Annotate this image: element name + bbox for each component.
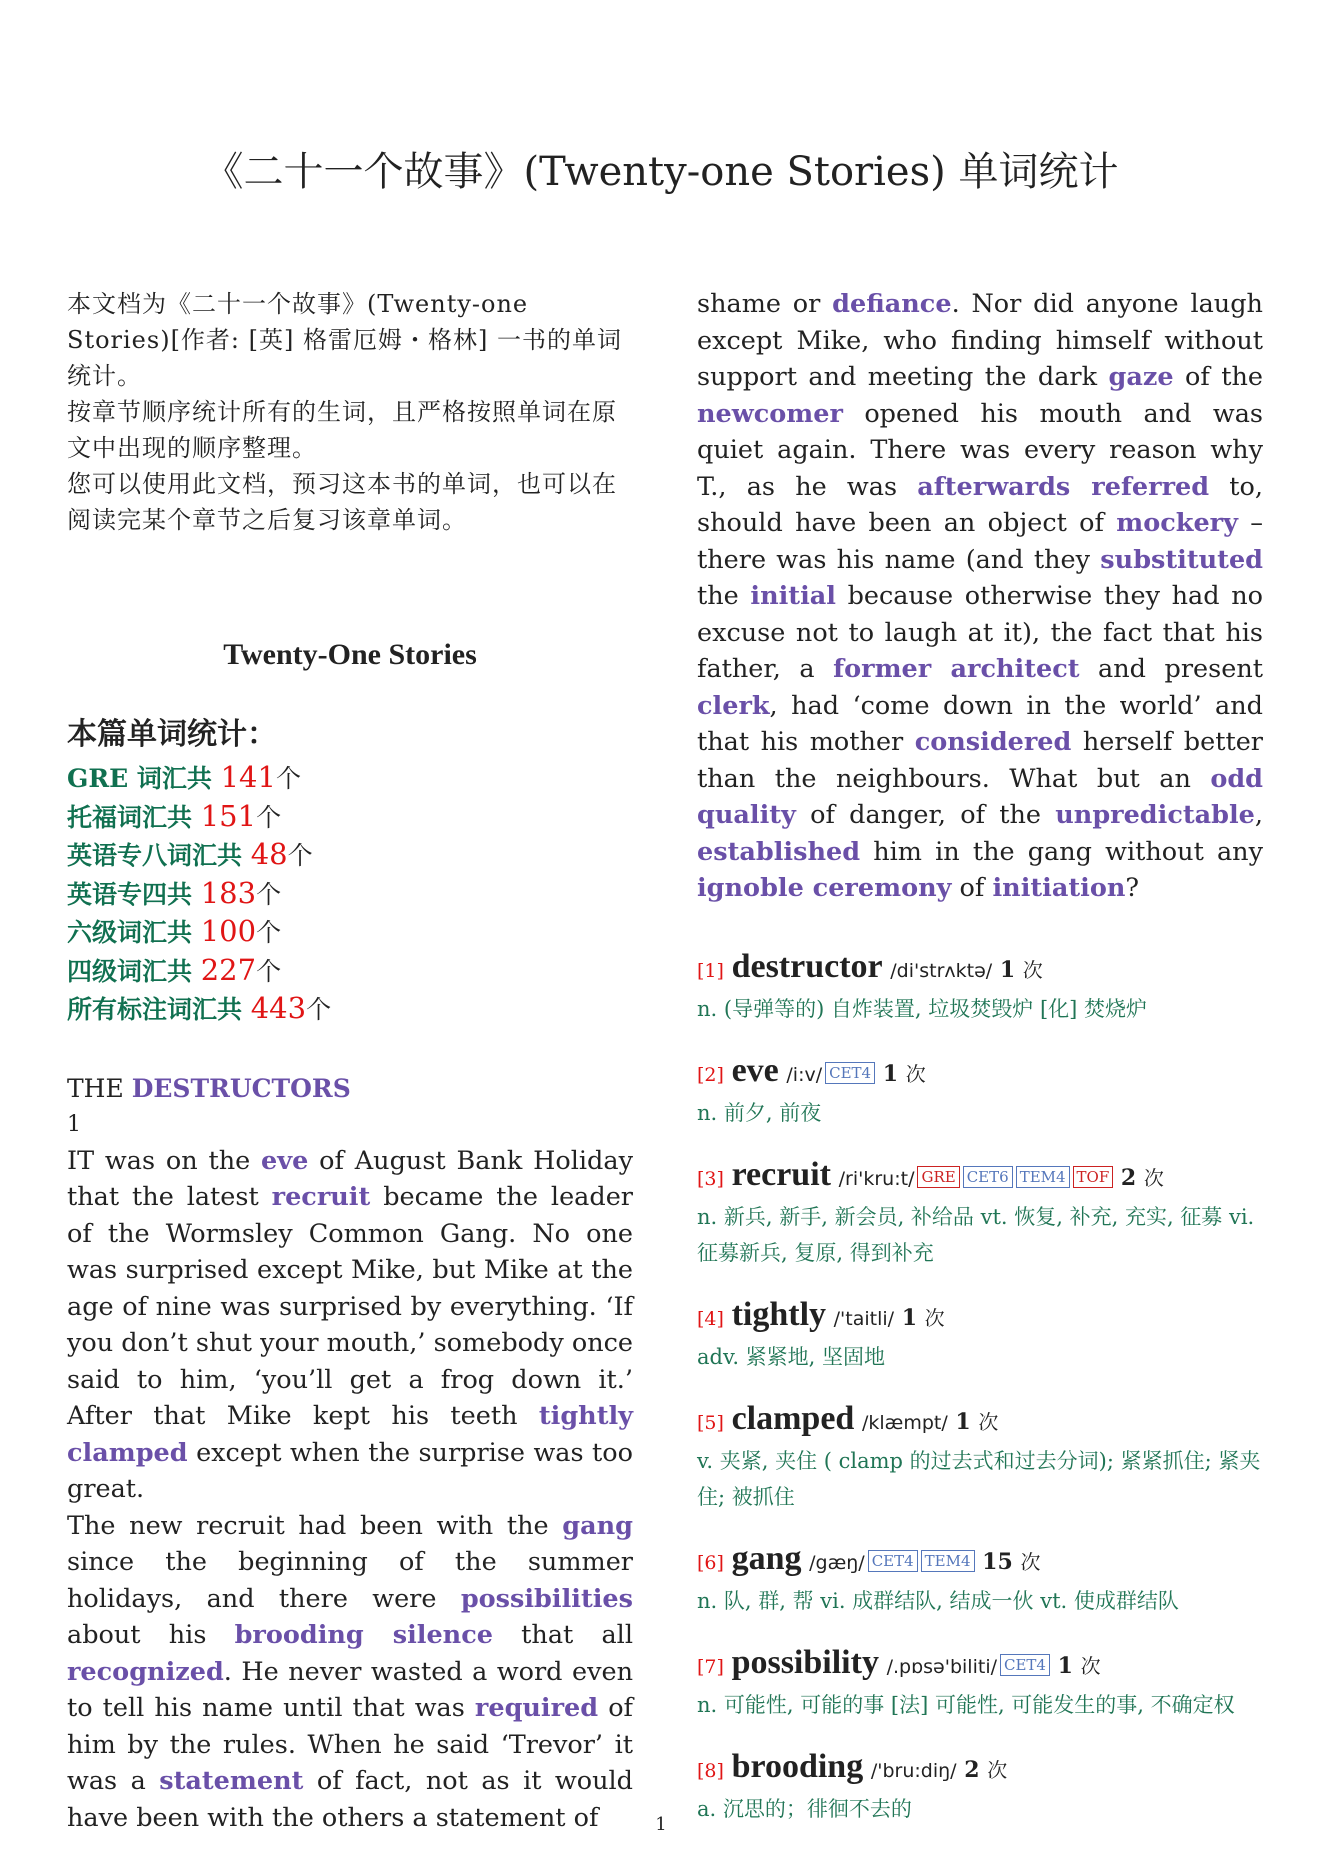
chapter-number: 1: [67, 1111, 81, 1137]
vocab-count: 2: [964, 1756, 980, 1783]
vocab-highlight: initiation: [992, 873, 1126, 903]
vocab-times: 次: [987, 1757, 1008, 1782]
text-run: him in the gang without any: [860, 836, 1263, 867]
vocab-word: clamped: [731, 1399, 855, 1437]
word-stats: [67, 715, 633, 1029]
vocab-highlight: recruit: [271, 1182, 371, 1212]
vocab-entry: [697, 1051, 1263, 1131]
vocab-word: tightly: [731, 1295, 827, 1333]
vocab-count: 1: [999, 956, 1016, 983]
text-run: of the: [1173, 362, 1263, 392]
text-run: IT was on the: [67, 1145, 262, 1176]
vocab-index: [2]: [697, 1063, 724, 1086]
stat-count: 443: [250, 991, 307, 1025]
text-run: to, should have been an object of: [697, 471, 1263, 538]
stat-unit: 个: [306, 995, 332, 1024]
vocab-entry-head: [697, 1747, 1263, 1791]
vocab-highlight: initial: [750, 581, 836, 611]
vocab-definition: n. 可能性, 可能的事 [法] 可能性, 可能发生的事, 不确定权: [697, 1692, 1235, 1717]
vocab-list: [697, 947, 1263, 1827]
stat-unit: 个: [256, 802, 282, 832]
vocab-count: 1: [955, 1408, 971, 1435]
document-title: 《二十一个故事》(Twenty-one Stories) 单词统计: [203, 149, 1119, 195]
vocab-count: 1: [1057, 1652, 1073, 1679]
stat-row-toefl: [67, 798, 633, 837]
vocab-level-tag: TEM4: [1016, 1166, 1070, 1188]
text-run: opened his mouth and was quiet again. There was every reason why T., as he was: [697, 398, 1263, 502]
vocab-highlight: defiance: [832, 289, 952, 319]
text-run: about his: [67, 1620, 235, 1650]
right-column: [697, 286, 1263, 1851]
stat-count: 227: [200, 952, 257, 987]
vocab-level-tag: CET4: [1000, 1654, 1050, 1676]
vocab-definition: n. 队, 群, 帮 vi. 成群结队, 结成一伙 vt. 使成群结队: [697, 1588, 1179, 1613]
vocab-level-tag: TEM4: [921, 1550, 975, 1572]
vocab-highlight: established: [697, 836, 861, 867]
text-run: shame or: [697, 289, 833, 319]
text-run: that all: [492, 1620, 633, 1650]
stat-count: 48: [250, 837, 288, 871]
stat-unit: 个: [275, 764, 301, 793]
story-paragraph: [67, 1143, 633, 1508]
vocab-index: [7]: [697, 1655, 724, 1678]
intro-line-3: 您可以使用此文档，预习这本书的单词，也可以在阅读完某个章节之后复习该章单词。: [67, 470, 617, 534]
vocab-times: 次: [1022, 957, 1043, 982]
vocab-highlight: gang: [562, 1510, 633, 1541]
vocab-entry: [697, 1539, 1263, 1619]
vocab-count: 2: [1120, 1164, 1137, 1191]
stat-row-gre: [67, 759, 633, 798]
intro-line-2: 按章节顺序统计所有的生词，且严格按照单词在原文中出现的顺序整理。: [67, 398, 617, 462]
text-run: ,: [1254, 800, 1263, 830]
vocab-index: [8]: [697, 1759, 724, 1782]
vocab-phonetic: /'bru:diŋ/: [870, 1759, 957, 1782]
vocab-definition: n. (导弹等的) 自炸装置, 垃圾焚毁炉 [化] 焚烧炉: [697, 996, 1148, 1021]
vocab-entry: [697, 1399, 1263, 1515]
vocab-phonetic: /di'strʌktə/: [890, 959, 993, 982]
text-run: because otherwise they had no excuse not to laugh at it), the fact that his father, a: [697, 581, 1263, 684]
vocab-entry-head: [697, 1643, 1263, 1687]
vocab-index: [3]: [697, 1167, 724, 1190]
text-run: . He never wasted a word even to tell his name until that was: [67, 1656, 633, 1723]
vocab-highlight: unpredictable: [1055, 800, 1255, 830]
vocab-highlight: considered: [914, 727, 1072, 757]
vocab-entry-head: [697, 1155, 1263, 1199]
vocab-entry: [697, 1155, 1263, 1271]
vocab-level-tag: TOF: [1073, 1166, 1114, 1188]
stat-label: 英语专八词汇共: [67, 841, 251, 870]
vocab-highlight: required: [474, 1693, 599, 1723]
vocab-highlight: statement: [159, 1766, 304, 1796]
vocab-entry-head: [697, 1399, 1263, 1443]
stat-unit: 个: [256, 956, 282, 986]
vocab-times: 次: [1143, 1165, 1164, 1190]
vocab-count: 1: [901, 1304, 918, 1331]
vocab-count: 15: [982, 1548, 1013, 1575]
vocab-highlight: gaze: [1108, 362, 1174, 392]
text-run: the: [697, 581, 751, 611]
vocab-phonetic: /gæŋ/: [809, 1551, 865, 1574]
page-number: 1: [655, 1814, 667, 1835]
stat-label: GRE 词汇共: [67, 764, 221, 793]
vocab-level-tag: CET4: [825, 1062, 875, 1084]
vocab-definition: v. 夹紧, 夹住 ( clamp 的过去式和过去分词); 紧紧抓住; 紧夹住; 被抓住: [697, 1448, 1261, 1509]
text-run: , had ‘come down in the world’ and that his mother: [697, 690, 1263, 757]
vocab-times: 次: [924, 1305, 945, 1330]
text-run: ?: [1125, 873, 1140, 903]
vocab-definition: a. 沉思的；徘徊不去的: [697, 1796, 912, 1821]
stat-count: 100: [200, 914, 257, 948]
vocab-highlight: odd quality: [697, 763, 1263, 830]
chapter-heading: [67, 1071, 633, 1107]
intro: [67, 286, 633, 538]
stat-unit: 个: [287, 841, 313, 870]
vocab-index: [5]: [697, 1411, 724, 1434]
vocab-highlight: substituted: [1100, 544, 1263, 575]
vocab-phonetic: /klæmpt/: [861, 1411, 948, 1434]
stat-count: 141: [220, 760, 276, 794]
stat-label: 英语专四共: [67, 879, 201, 909]
vocab-index: [1]: [697, 959, 724, 982]
vocab-word: eve: [731, 1051, 779, 1089]
vocab-level-tag: GRE: [917, 1166, 959, 1188]
vocab-entry-head: [697, 1539, 1263, 1583]
text-run: –there was his name (and they: [697, 508, 1263, 575]
stat-unit: 个: [256, 879, 282, 909]
vocab-highlight: clerk: [697, 690, 770, 721]
vocab-highlight: ignoble ceremony: [697, 873, 952, 903]
text-run: and present: [1079, 654, 1263, 684]
vocab-highlight: mockery: [1116, 508, 1238, 538]
text-run: since the beginning of the summer holidays, and there were: [67, 1547, 633, 1614]
vocab-phonetic: /ri'kru:t/: [838, 1167, 915, 1190]
stat-unit: 个: [256, 918, 282, 947]
stat-label: 四级词汇共: [67, 956, 201, 986]
text-run: became the leader of the Wormsley Common Gang. No one was surprised except Mike, but Mike at the age of nine was surprised by everything. ‘If you don’t shut your mouth,’ somebody once said to him, ‘you’ll get a frog down it.’ After that Mike kept his teeth: [67, 1182, 633, 1431]
vocab-entry-head: [697, 1051, 1263, 1095]
vocab-highlight: tightly clamped: [67, 1401, 633, 1468]
stat-label: 所有标注词汇共: [67, 995, 251, 1024]
story-title: Twenty-One Stories: [223, 638, 477, 671]
text-run: of danger, of the: [795, 800, 1056, 830]
vocab-highlight: afterwards referred: [917, 471, 1210, 502]
vocab-highlight: former architect: [833, 654, 1080, 684]
stats-heading: 本篇单词统计：: [67, 717, 277, 752]
vocab-definition: n. 前夕, 前夜: [697, 1100, 822, 1125]
stat-row-cet4: [67, 952, 633, 991]
vocab-count: 1: [882, 1060, 899, 1087]
story-paragraph: [697, 286, 1263, 907]
stat-count: 151: [200, 798, 257, 833]
stat-label: 六级词汇共: [67, 918, 201, 947]
stat-label: 托福词汇共: [67, 802, 201, 832]
vocab-entry: [697, 1643, 1263, 1723]
vocab-times: 次: [978, 1409, 999, 1434]
vocab-phonetic: /.pɒsə'biliti/: [886, 1655, 997, 1678]
text-run: The new recruit had been with the: [67, 1510, 563, 1541]
text-run: . Nor did anyone laugh except Mike, who finding himself without support and meeting the dark: [697, 289, 1263, 392]
text-run: of fact, not as it would have been with the others a statement of: [67, 1766, 634, 1833]
vocab-entry: [697, 947, 1263, 1027]
intro-line-1: 本文档为《二十一个故事》(Twenty-one Stories)[作者: [英] 格雷厄姆・格林] 一书的单词统计。: [67, 290, 622, 390]
vocab-word: recruit: [731, 1155, 831, 1193]
text-run: of August Bank Holiday that the latest: [67, 1145, 633, 1212]
vocab-entry-head: [697, 947, 1263, 991]
vocab-level-tag: CET6: [963, 1166, 1013, 1188]
vocab-highlight: possibilities: [460, 1583, 633, 1614]
vocab-index: [4]: [697, 1307, 724, 1330]
stat-row-tem4: [67, 875, 633, 914]
vocab-word: gang: [731, 1539, 802, 1577]
vocab-index: [6]: [697, 1551, 724, 1574]
text-run: except when the surprise was too great.: [67, 1437, 633, 1504]
vocab-phonetic: /'taitli/: [833, 1307, 895, 1330]
chapter-title: DESTRUCTORS: [131, 1073, 351, 1103]
vocab-entry: [697, 1295, 1263, 1375]
vocab-definition: n. 新兵, 新手, 新会员, 补给品 vt. 恢复, 补充, 充实, 征募 vi. 征募新兵, 复原, 得到补充: [697, 1204, 1255, 1265]
vocab-word: brooding: [731, 1747, 864, 1785]
story-paragraph: [67, 1508, 633, 1837]
text-run: of him by the rules. When he said ‘Trevor’ it was a: [67, 1693, 633, 1796]
vocab-times: 次: [1020, 1549, 1041, 1574]
vocab-word: destructor: [731, 947, 883, 985]
vocab-level-tag: CET4: [868, 1550, 918, 1572]
stat-row-tem8: [67, 836, 633, 875]
vocab-word: possibility: [731, 1643, 879, 1681]
vocab-entry-head: [697, 1295, 1263, 1339]
text-run: of: [951, 873, 993, 903]
vocab-definition: adv. 紧紧地, 坚固地: [697, 1344, 886, 1369]
vocab-times: 次: [905, 1061, 926, 1086]
vocab-highlight: eve: [261, 1145, 309, 1176]
vocab-times: 次: [1080, 1653, 1101, 1678]
vocab-phonetic: /i:v/: [786, 1063, 823, 1086]
stat-count: 183: [200, 875, 257, 910]
vocab-highlight: newcomer: [697, 398, 843, 429]
chapter-prefix: THE: [67, 1073, 132, 1103]
text-run: herself better than the neighbours. What but an: [697, 727, 1263, 794]
vocab-highlight: recognized: [67, 1656, 224, 1687]
left-column: [67, 286, 633, 1836]
vocab-highlight: brooding silence: [234, 1620, 493, 1650]
stat-row-all: [67, 990, 633, 1029]
stat-row-cet6: [67, 913, 633, 952]
